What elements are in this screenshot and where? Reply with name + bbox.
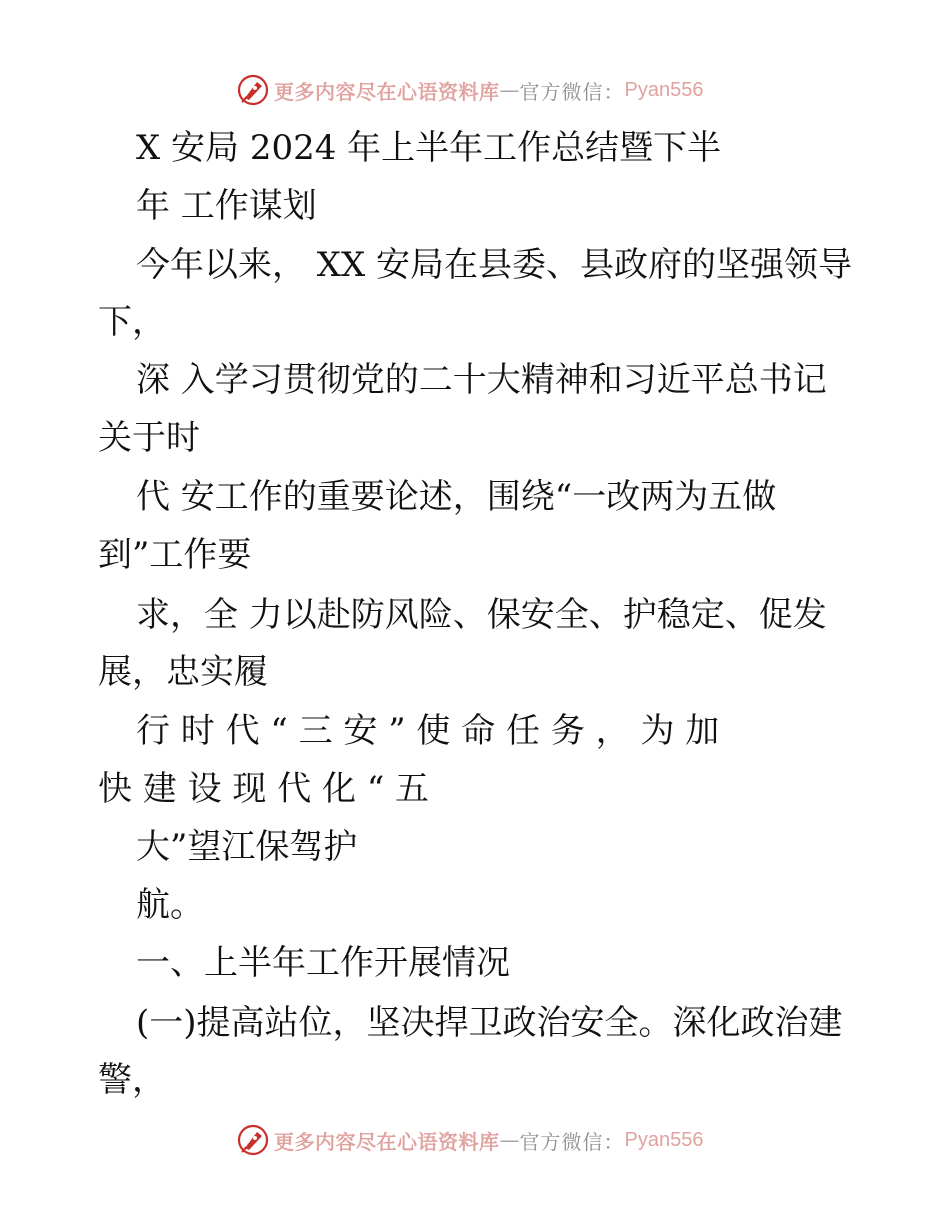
doc-paragraph-line: 快 建 设 现 代 化 “ 五	[98, 769, 430, 809]
doc-paragraph-line: 关于时	[98, 418, 200, 458]
doc-paragraph-line: 代 安工作的重要论述，围绕“一改两为五做	[136, 477, 777, 517]
watermark-brand-text: 更多内容尽在心语资料库	[274, 1129, 500, 1154]
watermark-brand-text: 更多内容尽在心语资料库	[274, 79, 500, 104]
doc-title-line-1: X 安局 2024 年上半年工作总结暨下半	[136, 128, 722, 168]
doc-paragraph-line: 航。	[136, 885, 204, 925]
pen-nib-logo-icon	[236, 1123, 270, 1157]
doc-paragraph-line: 求，全 力以赴防风险、保安全、护稳定、促发	[136, 595, 827, 635]
doc-paragraph-line: 到”工作要	[98, 535, 252, 575]
top-watermark-banner	[236, 72, 703, 108]
watermark-separator: —	[499, 78, 520, 102]
subsection-heading: (一)提高站位，坚决捍卫政治安全。深化政治建	[136, 1003, 843, 1043]
watermark-official-label: 官方微信：	[519, 1129, 625, 1154]
doc-paragraph-line: 今年以来， XX 安局在县委、县政府的坚强领导	[136, 245, 853, 285]
watermark-separator: —	[499, 1128, 520, 1152]
pen-nib-logo-icon	[236, 73, 270, 107]
doc-paragraph-line: 大”望江保驾护	[136, 827, 358, 867]
doc-title-line-2: 年 工作谋划	[136, 186, 317, 226]
watermark-wechat-id: Pyan556	[624, 1128, 704, 1151]
doc-paragraph-line: 行 时 代 “ 三 安 ” 使 命 任 务 ， 为 加	[136, 711, 720, 751]
doc-paragraph-line: 展，忠实履	[98, 652, 268, 692]
doc-paragraph-line: 深 入学习贯彻党的二十大精神和习近平总书记	[136, 360, 827, 400]
bottom-watermark-banner	[236, 1122, 703, 1158]
doc-paragraph-line: 下，	[98, 302, 166, 342]
doc-paragraph-line: 警，	[98, 1060, 166, 1100]
section-heading: 一、上半年工作开展情况	[136, 943, 510, 983]
watermark-official-label: 官方微信：	[519, 79, 625, 104]
watermark-wechat-id: Pyan556	[624, 78, 704, 101]
